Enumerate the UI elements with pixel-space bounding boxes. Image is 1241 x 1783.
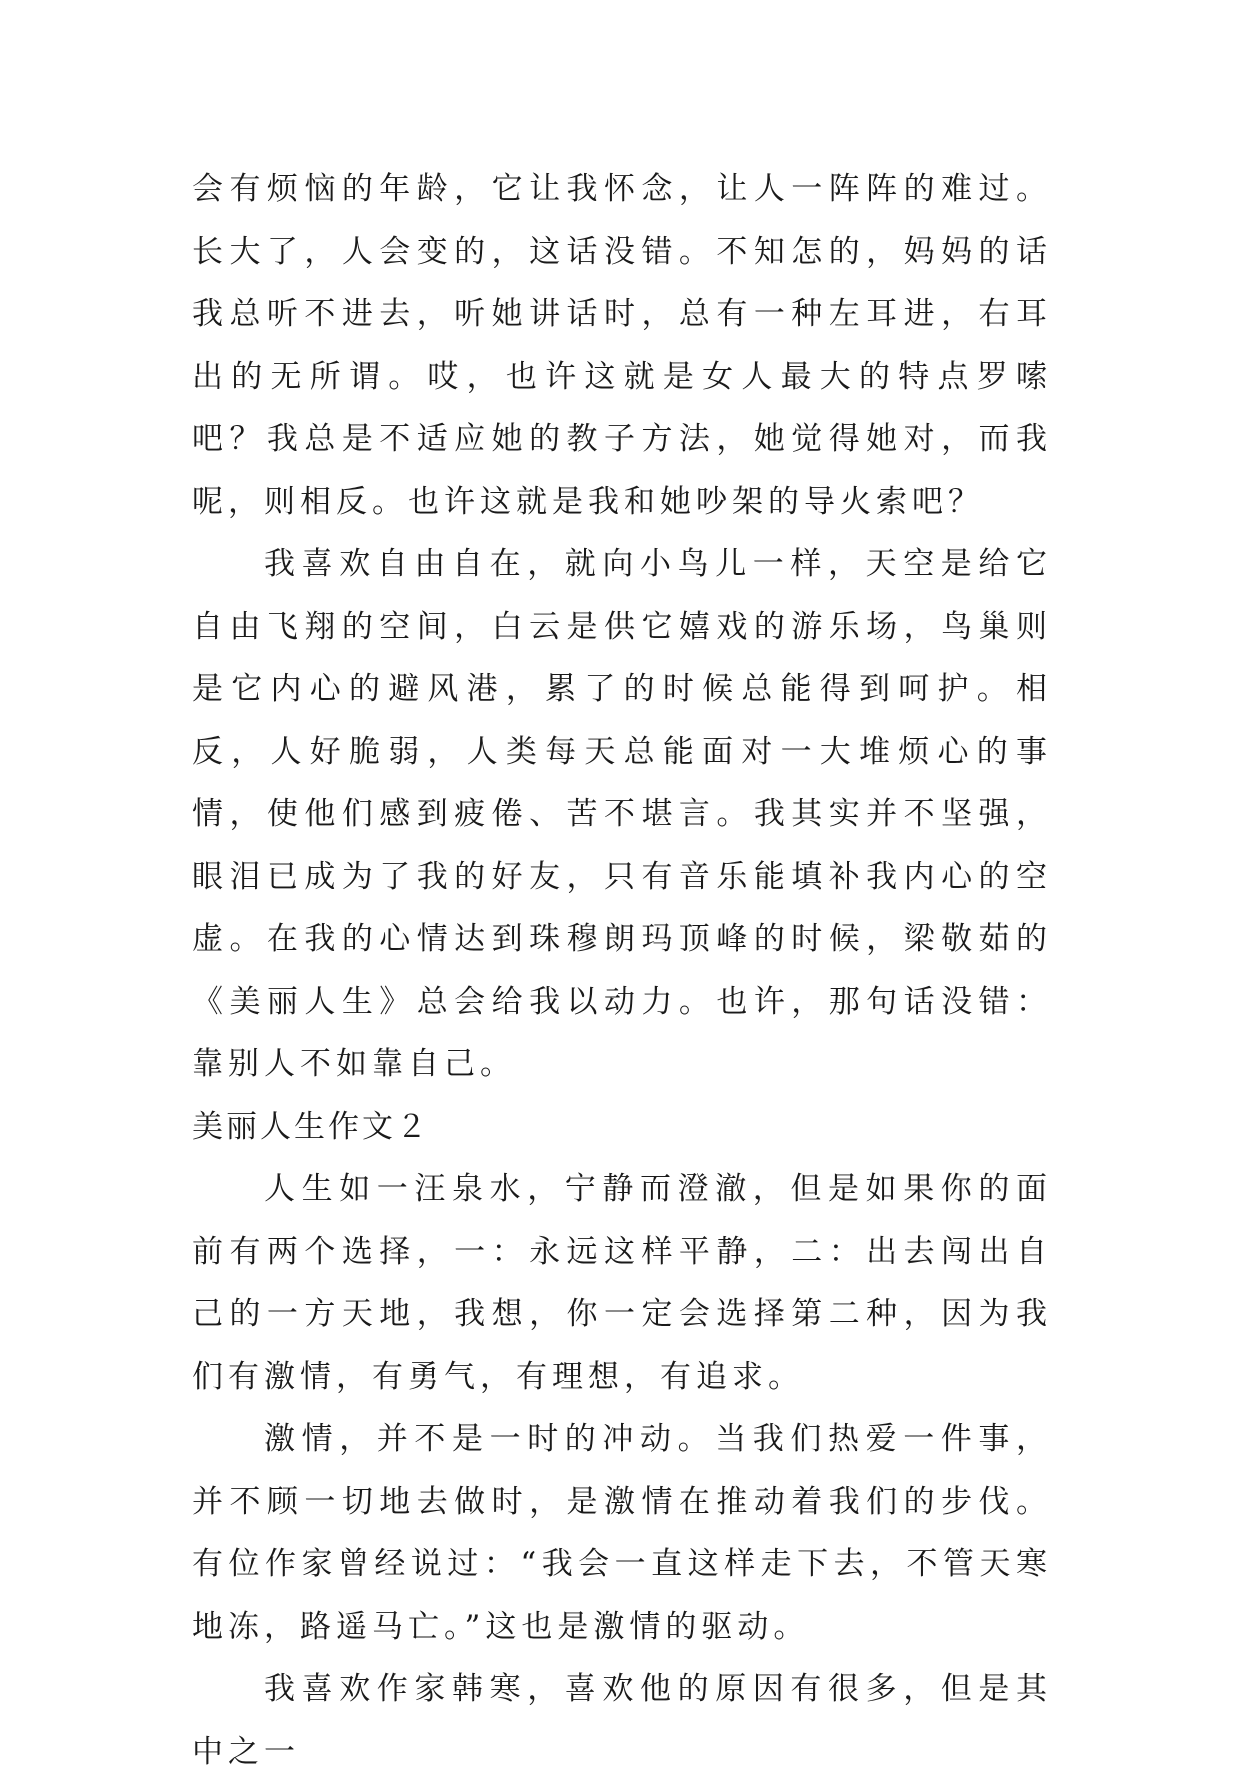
paragraph-han-han: 我喜欢作家韩寒，喜欢他的原因有很多，但是其中之一 [192,1671,1052,1770]
document-body [192,158,1052,1783]
paragraph-passion: 激情，并不是一时的冲动。当我们热爱一件事，并不顾一切地去做时，是激情在推动着我们的步伐。有位作家曾经说过：“我会一直这样走下去，不管天寒地冻，路遥马亡。”这也是激情的驱动。 [192,1421,1052,1645]
paragraph-spring-water: 人生如一汪泉水，宁静而澄澈，但是如果你的面前有两个选择，一：永远这样平静，二：出去闯出自己的一方天地，我想，你一定会选择第二种，因为我们有激情，有勇气，有理想，有追求。 [192,1171,1052,1395]
paragraph-freedom: 我喜欢自由自在，就向小鸟儿一样，天空是给它自由飞翔的空间，白云是供它嬉戏的游乐场，鸟巢则是它内心的避风港，累了的时候总能得到呵护。相反，人好脆弱，人类每天总能面对一大堆烦心的事情，使他们感到疲倦、苦不堪言。我其实并不坚强，眼泪已成为了我的好友，只有音乐能填补我内心的空虚。在我的心情达到珠穆朗玛顶峰的时候，梁敬茹的《美丽人生》总会给我以动力。也许，那句话没错：靠别人不如靠自己。 [192,546,1052,1082]
section-heading: 美丽人生作文２ [192,1108,430,1145]
paragraph-continuation: 会有烦恼的年龄，它让我怀念，让人一阵阵的难过。长大了，人会变的，这话没错。不知怎的，妈妈的话我总听不进去，听她讲话时，总有一种左耳进，右耳出的无所谓。哎，也许这就是女人最大的特点罗嗦吧？我总是不适应她的教子方法，她觉得她对，而我呢，则相反。也许这就是我和她吵架的导火索吧？ [192,171,1052,520]
